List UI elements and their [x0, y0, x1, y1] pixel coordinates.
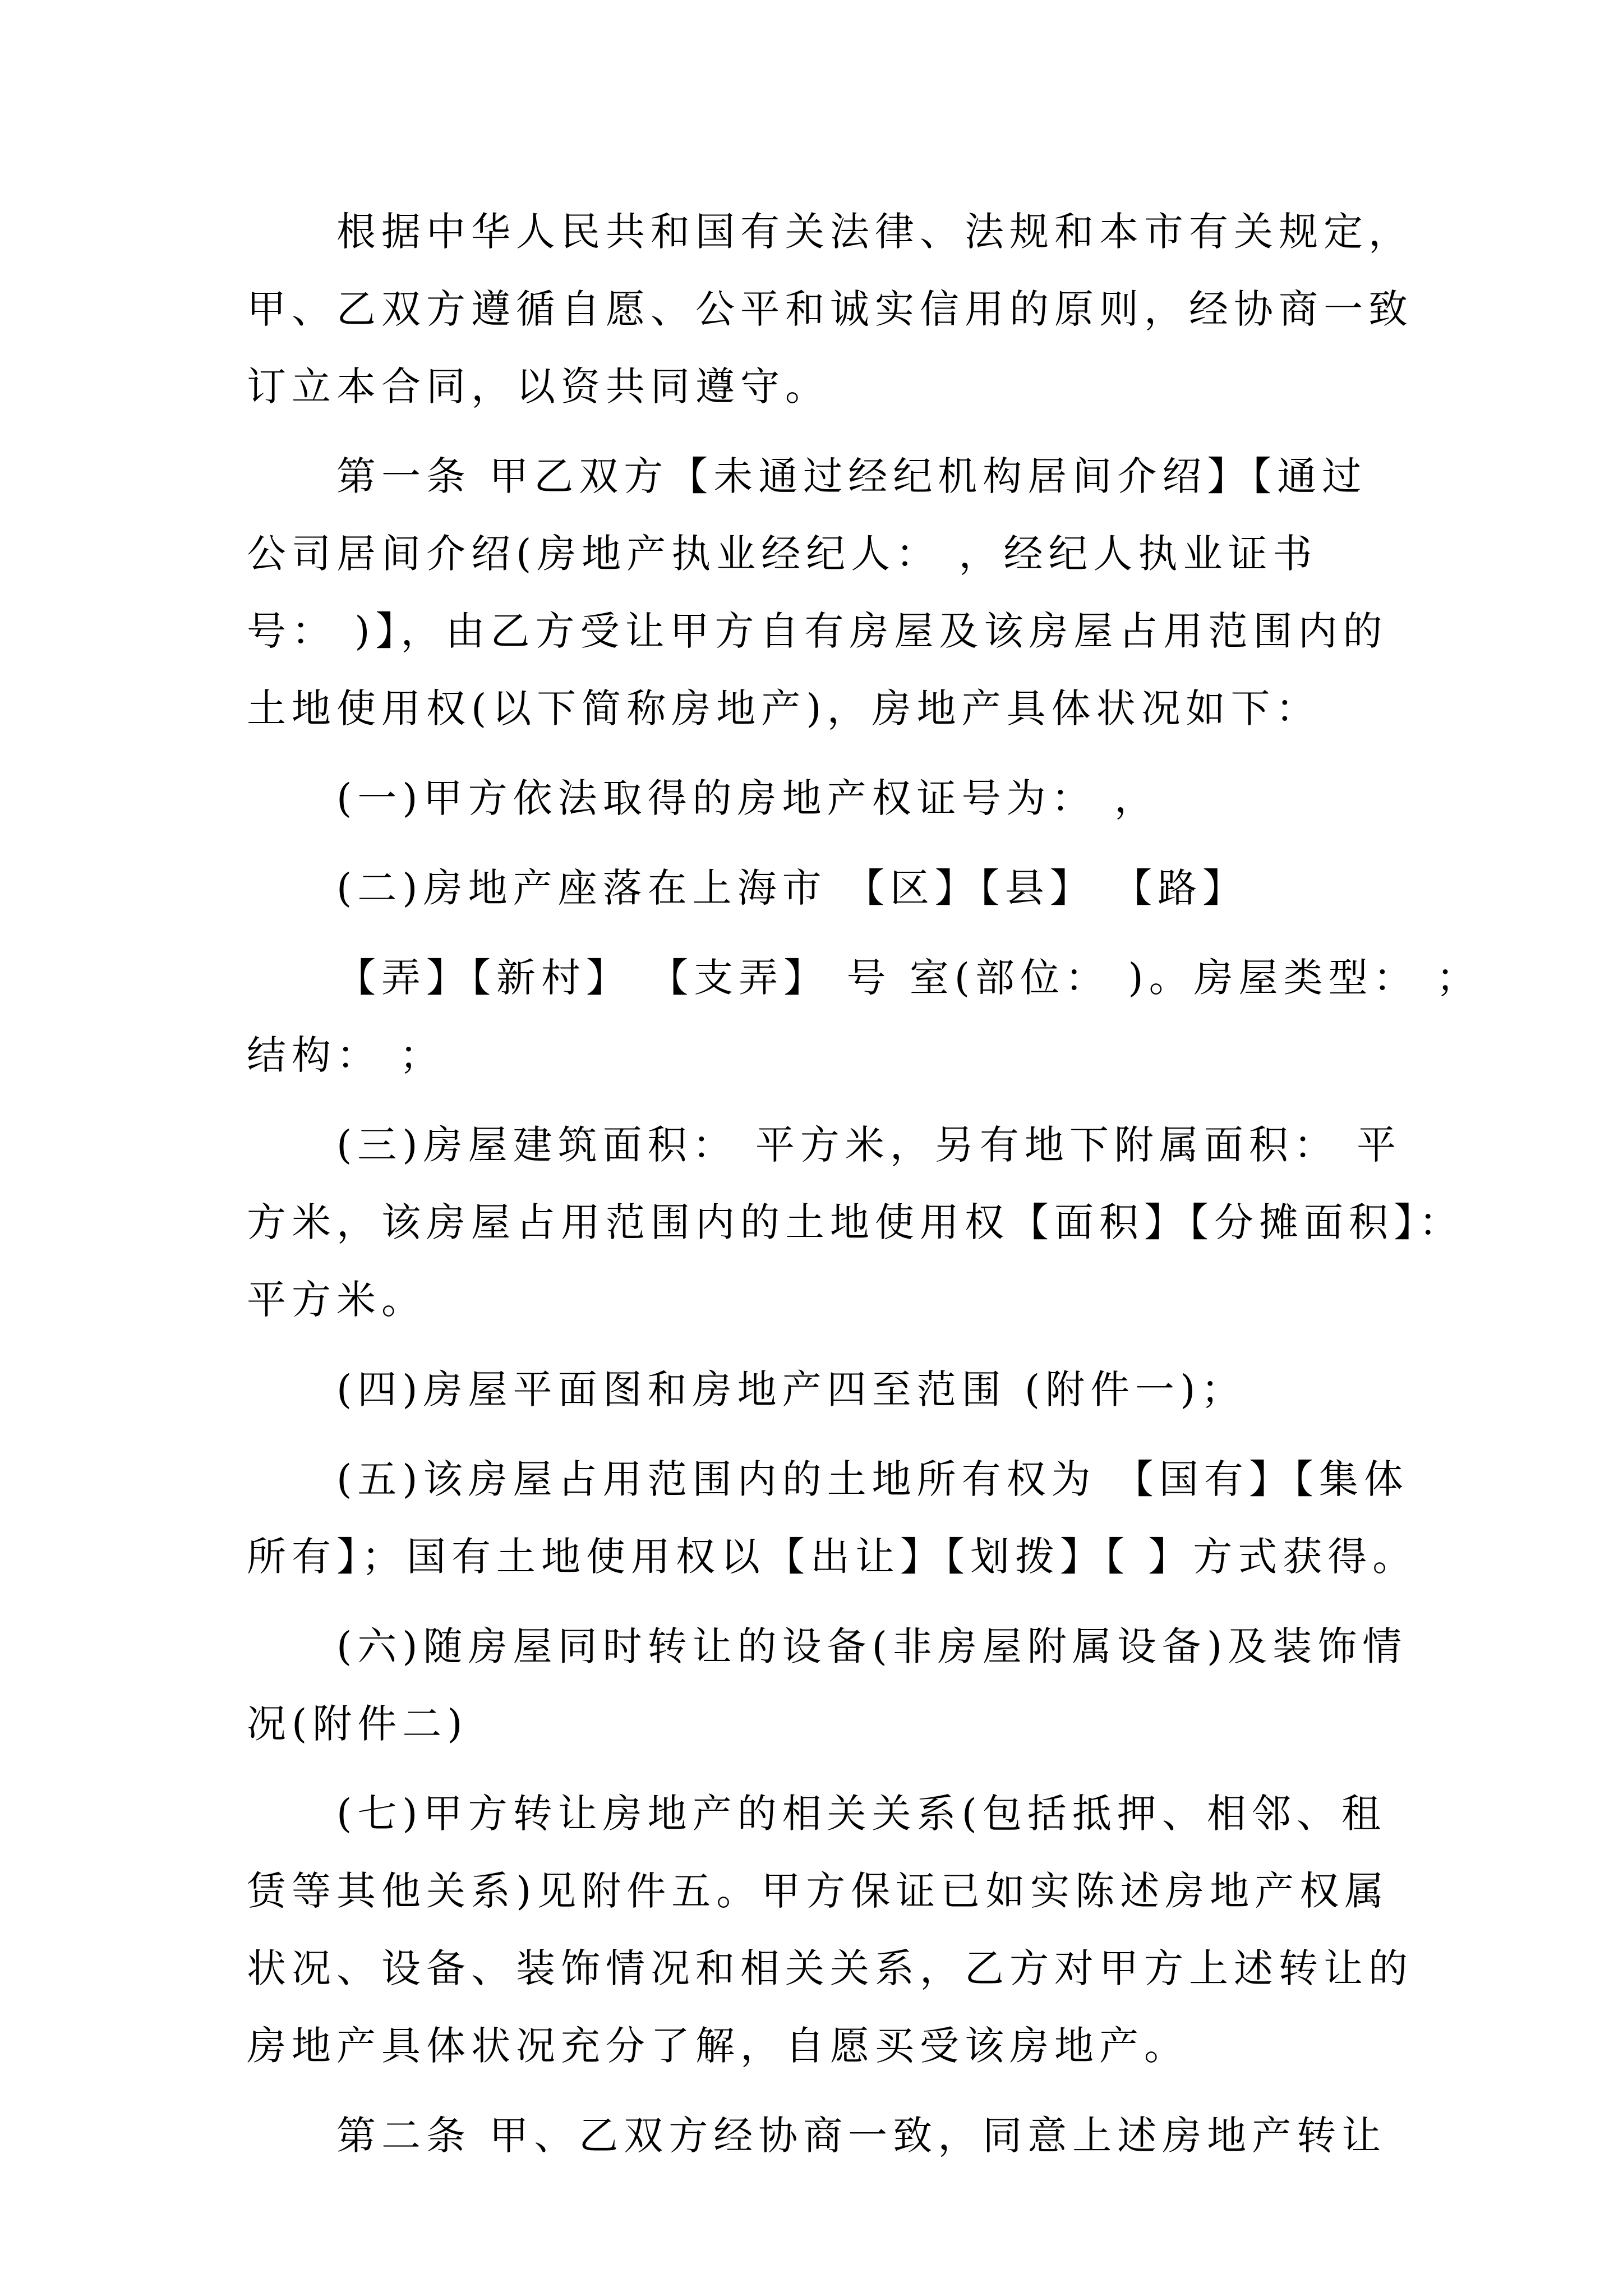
article-1-line-1: 第一条 甲乙双方【未通过经纪机构居间介绍】【通过 — [336, 453, 1367, 499]
item-7-line-3: 状况、设备、装饰情况和相关关系，乙方对甲方上述转让的 — [247, 1945, 1413, 1991]
item-5-line-2: 所有】；国有土地使用权以【出让】【划拨】【 】方式获得。 — [247, 1534, 1418, 1580]
item-6-line-2: 况(附件二) — [247, 1701, 468, 1747]
item-5-line-1: (五)该房屋占用范围内的土地所有权为 【国有】【集体 — [336, 1456, 1409, 1502]
item-2-line-3: 结构： ； — [247, 1032, 445, 1078]
item-7-line-1: (七)甲方转让房地产的相关关系(包括抵押、相邻、租 — [336, 1791, 1386, 1837]
contract-body — [247, 193, 1481, 2174]
paragraph-intro-line-1: 根据中华人民共和国有关法律、法规和本市有关规定， — [336, 209, 1413, 255]
item-7-line-4: 房地产具体状况充分了解，自愿买受该房地产。 — [247, 2023, 1189, 2069]
article-2-line-1: 第二条 甲、乙双方经协商一致，同意上述房地产转让 — [336, 2113, 1387, 2159]
item-3-line-1: (三)房屋建筑面积： 平方米，另有地下附属面积： 平 — [336, 1122, 1402, 1168]
article-1-line-3: 号： )】，由乙方受让甲方自有房屋及该房屋占用范围内的 — [247, 608, 1388, 654]
item-2-line-2: 【弄】【新村】 【支弄】 号 室(部位： )。房屋类型： ； — [336, 955, 1481, 1001]
item-2-line-1: (二)房地产座落在上海市 【区】【县】 【路】 — [336, 865, 1248, 911]
item-3-line-3: 平方米。 — [247, 1277, 426, 1323]
paragraph-intro-line-2: 甲、乙双方遵循自愿、公平和诚实信用的原则，经协商一致 — [247, 286, 1413, 332]
item-1-line: (一)甲方依法取得的房地产权证号为： ， — [336, 775, 1159, 821]
article-1-line-2: 公司居间介绍(房地产执业经纪人： ，经纪人执业证书 — [247, 531, 1318, 577]
article-1-line-4: 土地使用权(以下简称房地产)，房地产具体状况如下： — [247, 685, 1321, 731]
paragraph-intro-line-3: 订立本合同，以资共同遵守。 — [247, 364, 830, 409]
item-4-line: (四)房屋平面图和房地产四至范围 (附件一)； — [336, 1366, 1246, 1412]
item-7-line-2: 赁等其他关系)见附件五。甲方保证已如实陈述房地产权属 — [247, 1868, 1390, 1914]
item-6-line-1: (六)随房屋同时转让的设备(非房屋附属设备)及装饰情 — [336, 1623, 1408, 1669]
item-3-line-2: 方米，该房屋占用范围内的土地使用权【面积】【分摊面积】： — [247, 1199, 1464, 1245]
